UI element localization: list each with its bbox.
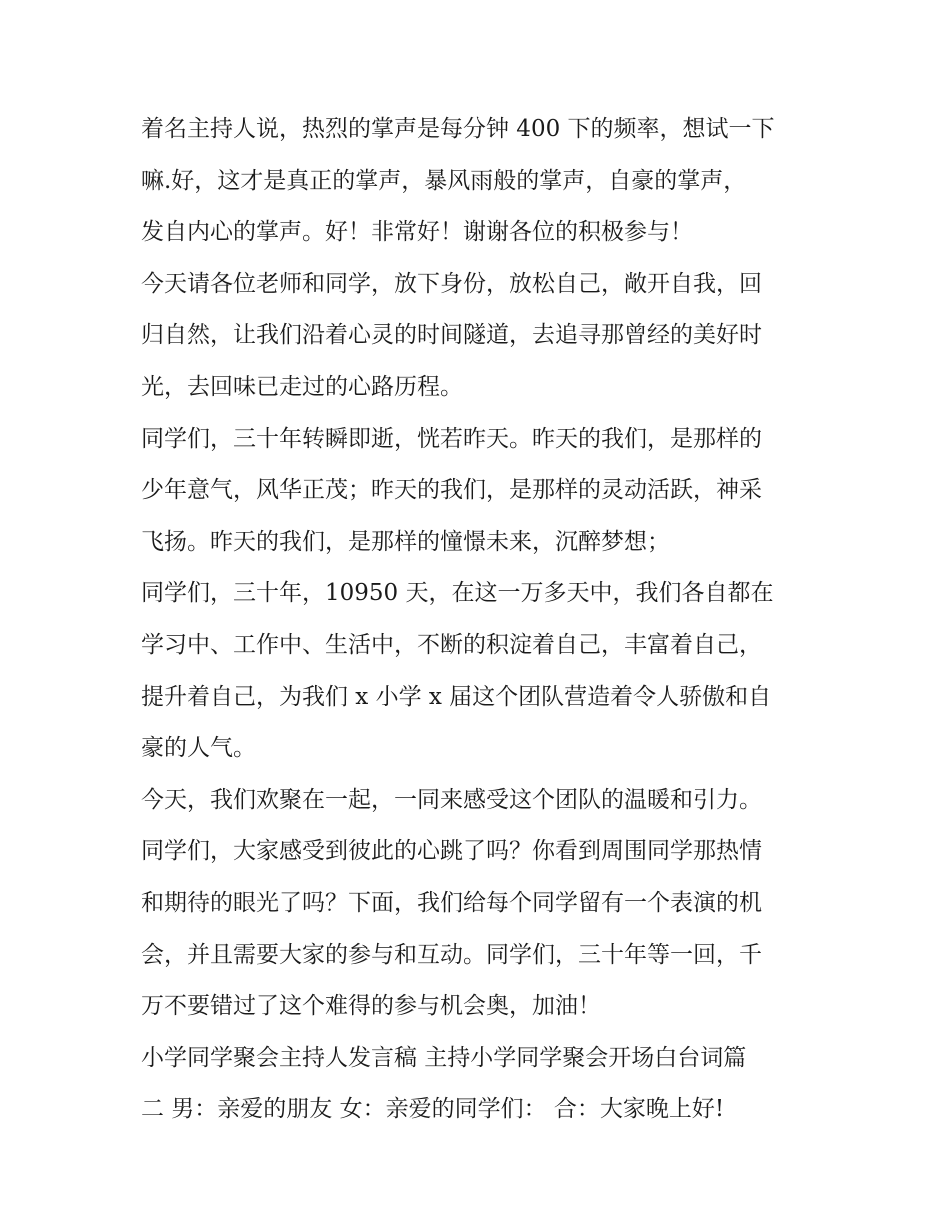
- text-line: 归自然，让我们沿着心灵的时间隧道，去追寻那曾经的美好时: [141, 322, 762, 349]
- paragraph-yesterday: [141, 414, 821, 569]
- text-line: 万不要错过了这个难得的参与机会奥，加油！: [141, 993, 601, 1020]
- paragraph-section-title: [141, 1033, 821, 1136]
- text-line: 同学们，三十年，10950 天，在这一万多天中，我们各自都在: [141, 580, 774, 607]
- paragraph-gathering: [141, 775, 821, 827]
- text-line: 同学们，大家感受到彼此的心跳了吗？你看到周围同学那热情: [141, 838, 762, 865]
- document-body: [141, 104, 821, 1136]
- text-line: 同学们，三十年转瞬即逝，恍若昨天。昨天的我们，是那样的: [141, 425, 762, 452]
- text-line: 发自内心的掌声。好！非常好！谢谢各位的积极参与！: [141, 219, 693, 246]
- text-line: 着名主持人说，热烈的掌声是每分钟 400 下的频率，想试一下: [141, 116, 775, 142]
- text-line: 少年意气，风华正茂；昨天的我们，是那样的灵动活跃，神采: [141, 477, 762, 504]
- text-line: 和期待的眼光了吗？下面，我们给每个同学留有一个表演的机: [141, 889, 762, 916]
- text-line: 小学同学聚会主持人发言稿 主持小学同学聚会开场白台词篇: [141, 1044, 747, 1071]
- paragraph-applause: [141, 104, 821, 259]
- text-line: 提升着自己，为我们 x 小学 x 届这个团队营造着令人骄傲和自: [141, 683, 772, 710]
- paragraph-invitation: [141, 259, 821, 414]
- text-line: 会，并且需要大家的参与和互动。同学们，三十年等一回，千: [141, 941, 762, 968]
- paragraph-thirty-years: [141, 568, 821, 774]
- text-line: 嘛.好，这才是真正的掌声，暴风雨般的掌声，自豪的掌声，: [141, 167, 747, 194]
- paragraph-participation: [141, 826, 821, 1032]
- text-line: 飞扬。昨天的我们，是那样的憧憬未来，沉醉梦想；: [141, 528, 670, 555]
- text-line: 豪的人气。: [141, 735, 256, 762]
- text-line: 光，去回味已走过的心路历程。: [141, 373, 463, 400]
- text-line: 今天，我们欢聚在一起，一同来感受这个团队的温暖和引力。: [141, 786, 762, 813]
- text-line: 学习中、工作中、生活中，不断的积淀着自己，丰富着自己，: [141, 631, 762, 658]
- text-line: 今天请各位老师和同学，放下身份，放松自己，敞开自我，回: [141, 270, 762, 297]
- text-line: 二 男：亲爱的朋友 女：亲爱的同学们： 合：大家晚上好!: [141, 1096, 725, 1123]
